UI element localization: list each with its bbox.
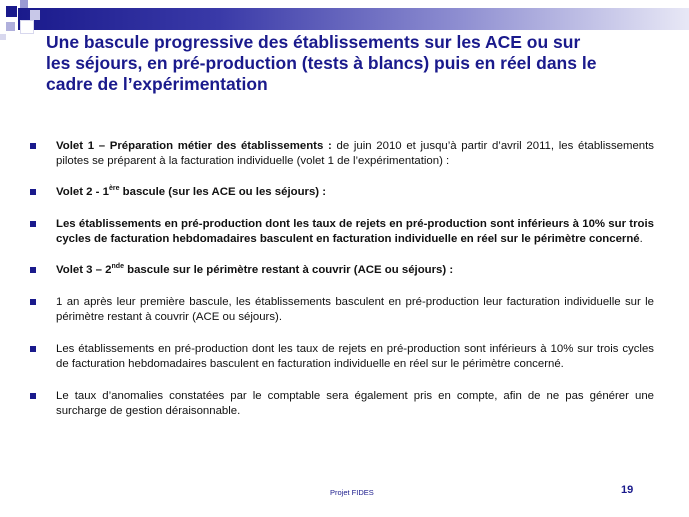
bullet-list: [30, 139, 654, 419]
bullet-square-icon: [30, 346, 36, 352]
volet-2-detail-end: .: [639, 233, 643, 245]
volet-2-heading-pre: Volet 2 - 1: [56, 186, 109, 198]
volet-3-heading-post: bascule sur le périmètre restant à couvrir (ACE ou séjours) :: [123, 264, 454, 276]
bullet-square-icon: [30, 267, 36, 273]
bullet-volet-3: [30, 263, 654, 278]
corner-square-5: [20, 20, 34, 34]
volet-1-heading: Volet 1 – Préparation métier des établissements :: [56, 140, 332, 152]
slide-title: [46, 32, 666, 95]
title-line-2: les séjours, en pré-production (tests à blancs) puis en réel dans le: [46, 53, 597, 73]
volet-3-superscript: nde: [111, 263, 124, 271]
title-line-1: Une bascule progressive des établissements sur les ACE ou sur: [46, 32, 581, 52]
bullet-square-icon: [30, 221, 36, 227]
volet-1-text: de juin 2010 et jusqu’à partir d’avril 2011, les établissements pilotes se préparent à la facturation individuelle (volet 1 de l’expérimentation) :: [56, 140, 654, 167]
corner-square-1: [6, 6, 17, 17]
volet-2-heading-post: bascule (sur les ACE ou les séjours) :: [119, 186, 327, 198]
volet-3-timing-text: 1 an après leur première bascule, les établissements basculent en pré-production leur facturation individuelle sur le périmètre restant à couvrir (ACE ou séjours).: [56, 296, 654, 323]
bullet-square-icon: [30, 393, 36, 399]
bullet-volet-2: [30, 185, 654, 200]
bullet-volet-2-detail: [30, 217, 654, 247]
volet-3-criteria-text: Les établissements en pré-production dont les taux de rejets en pré-production sont inférieurs à 10% sur trois cycles de facturation hebdomadaires basculent en facturation individuelle en réel sur le périmètre concerné.: [56, 343, 654, 370]
bullet-square-icon: [30, 189, 36, 195]
volet-2-detail-text: Les établissements en pré-production dont les taux de rejets en pré-production sont inférieurs à 10% sur trois cycles de facturation hebdomadaires basculent en facturation individuelle en réel sur le périmètre concerné: [56, 218, 654, 245]
bullet-anomalies: [30, 389, 654, 419]
header-gradient-bar: [18, 8, 689, 30]
corner-square-6: [0, 34, 6, 40]
volet-3-heading-pre: Volet 3 – 2: [56, 264, 112, 276]
footer-project-label: Projet FIDES: [330, 488, 374, 497]
anomalies-text: Le taux d’anomalies constatées par le comptable sera également pris en compte, afin de ne pas générer une surcharge de gestion déraisonnable.: [56, 390, 654, 417]
bullet-volet-1: [30, 139, 654, 169]
page-number: 19: [621, 484, 634, 496]
bullet-volet-3-timing: [30, 295, 654, 325]
corner-square-2: [20, 0, 28, 8]
corner-square-4: [6, 22, 15, 31]
bullet-volet-3-criteria: [30, 342, 654, 372]
bullet-square-icon: [30, 143, 36, 149]
title-line-3: cadre de l’expérimentation: [46, 74, 268, 94]
bullet-square-icon: [30, 299, 36, 305]
volet-2-superscript: ère: [108, 185, 120, 193]
corner-square-3: [30, 10, 40, 20]
